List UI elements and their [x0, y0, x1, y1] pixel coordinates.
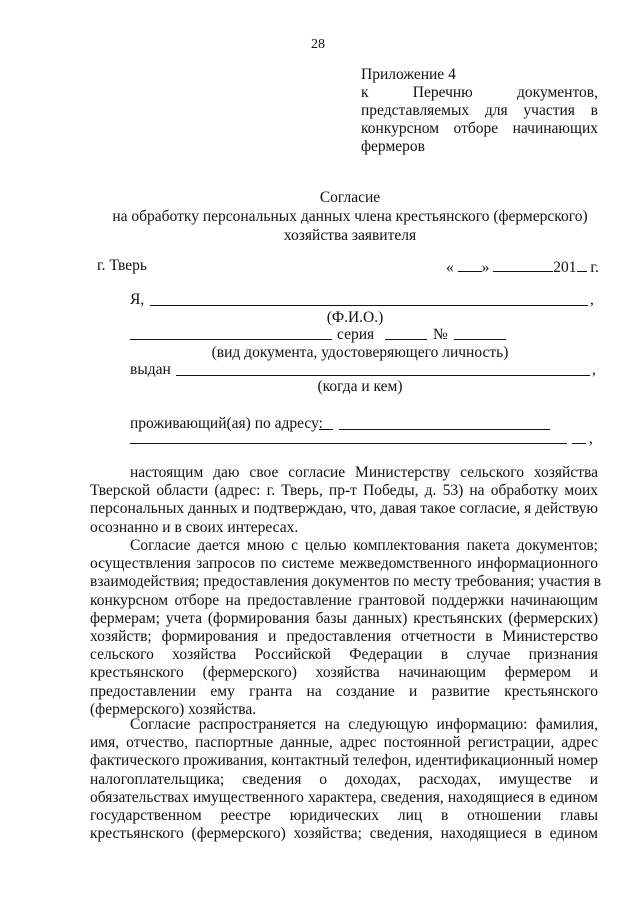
paragraph-line: осуществления запросов по системе межведомственного информационного: [90, 555, 598, 573]
date-open-quote: «: [446, 259, 454, 276]
paragraph-line: сельского хозяйства Российской Федерации в случае признания: [90, 646, 598, 664]
paragraph-line: (фермерского) хозяйства.: [90, 700, 257, 718]
date-year-field[interactable]: [577, 257, 587, 272]
date-line: [446, 257, 599, 277]
document-type-field[interactable]: [130, 339, 332, 340]
series-label: серия: [337, 326, 375, 343]
appendix-line: конкурсном отборе начинающих: [361, 120, 598, 137]
appendix-line: представляемых для участия в: [361, 102, 598, 119]
issued-label: выдан: [130, 361, 171, 378]
paragraph-line: осознанно и в своих интересах.: [90, 518, 299, 536]
date-close-quote: »: [481, 259, 490, 276]
issued-field[interactable]: [176, 375, 590, 376]
issued-caption: (когда и кем): [317, 378, 403, 395]
date-year: 201: [553, 259, 577, 276]
number-label: №: [433, 326, 448, 343]
paragraph-line: крестьянского (фермерского) хозяйства; сведения, находящиеся в едином: [90, 825, 598, 843]
number-field[interactable]: [454, 339, 506, 340]
issued-comma: ,: [592, 361, 596, 378]
paragraph-line: персональных данных и подтверждаю, что, давая такое согласие, я действую: [90, 500, 598, 518]
paragraph-line: Согласие дается мною с целью комплектования пакета документов;: [130, 537, 598, 554]
place-text: г. Тверь: [97, 257, 147, 274]
date-day-field[interactable]: [458, 257, 482, 272]
paragraph-line: Согласие распространяется на следующую информацию: фамилия,: [130, 716, 598, 733]
fio-comma: ,: [590, 291, 594, 308]
paragraph-line: фермерам; учета (формирования базы данных) крестьянских (фермерских): [90, 609, 598, 627]
appendix-line: фермеров: [361, 138, 425, 155]
paragraph-line: налогоплательщика; сведения о доходах, расходах, имуществе и: [90, 770, 598, 788]
fio-caption: (Ф.И.О.): [326, 309, 384, 326]
paragraph-line: государственном реестре юридических лиц в отношении главы: [90, 807, 598, 825]
appendix-block: [361, 66, 598, 156]
paragraph-line: фактического проживания, контактный телефон, идентификационный номер: [90, 752, 598, 770]
paragraph-line: взаимодействия; предоставления документов по месту требования; участия в: [90, 573, 602, 591]
series-field[interactable]: [385, 339, 427, 340]
title-line-1: Согласие: [319, 189, 381, 206]
paragraph-line: крестьянского (фермерского) хозяйства начинающим фермером и: [90, 664, 598, 682]
paragraph-line: обязательствах имущественного характера, сведения, находящиеся в едином: [90, 788, 598, 806]
title-line-2: на обработку персональных данных члена крестьянского (фермерского): [112, 208, 588, 225]
fio-field[interactable]: [150, 305, 588, 306]
paragraph-line: предоставлении ему гранта на создание и развитие крестьянского: [90, 682, 598, 700]
address-field-line2[interactable]: [130, 443, 567, 444]
date-suffix: г.: [590, 259, 599, 276]
address-comma: ,: [589, 430, 593, 447]
address-label: проживающий(ая) по адресу:: [130, 415, 323, 432]
paragraph-line: имя, отчество, паспортные данные, адрес постоянной регистрации, адрес: [90, 734, 598, 752]
address-field[interactable]: [339, 429, 550, 430]
appendix-title: Приложение 4: [361, 66, 456, 83]
address-field-tail[interactable]: [572, 443, 586, 444]
date-month-field[interactable]: [493, 257, 553, 272]
consent-paragraph: [90, 464, 598, 537]
appendix-line: к Перечню документов,: [361, 84, 598, 101]
i-label: Я,: [130, 291, 145, 308]
paragraph-line: хозяйств; формирования и предоставления отчетности в Министерство: [90, 628, 598, 646]
paragraph-line: настоящим даю свое согласие Министерству сельского хозяйства: [130, 464, 598, 481]
document-title: [60, 188, 640, 245]
paragraph-line: Тверской области (адрес: г. Тверь, пр-т Победы, д. 53) на обработку моих: [90, 482, 598, 500]
page-number: 28: [311, 37, 325, 52]
address-field-short[interactable]: [319, 429, 333, 430]
document-caption: (вид документа, удостоверяющего личность): [211, 344, 509, 361]
purpose-paragraph: [90, 537, 602, 719]
title-line-3: хозяйства заявителя: [283, 227, 417, 244]
paragraph-line: конкурсном отборе на предоставление грантовой поддержки начинающим: [90, 591, 598, 609]
scope-paragraph: [90, 716, 598, 843]
